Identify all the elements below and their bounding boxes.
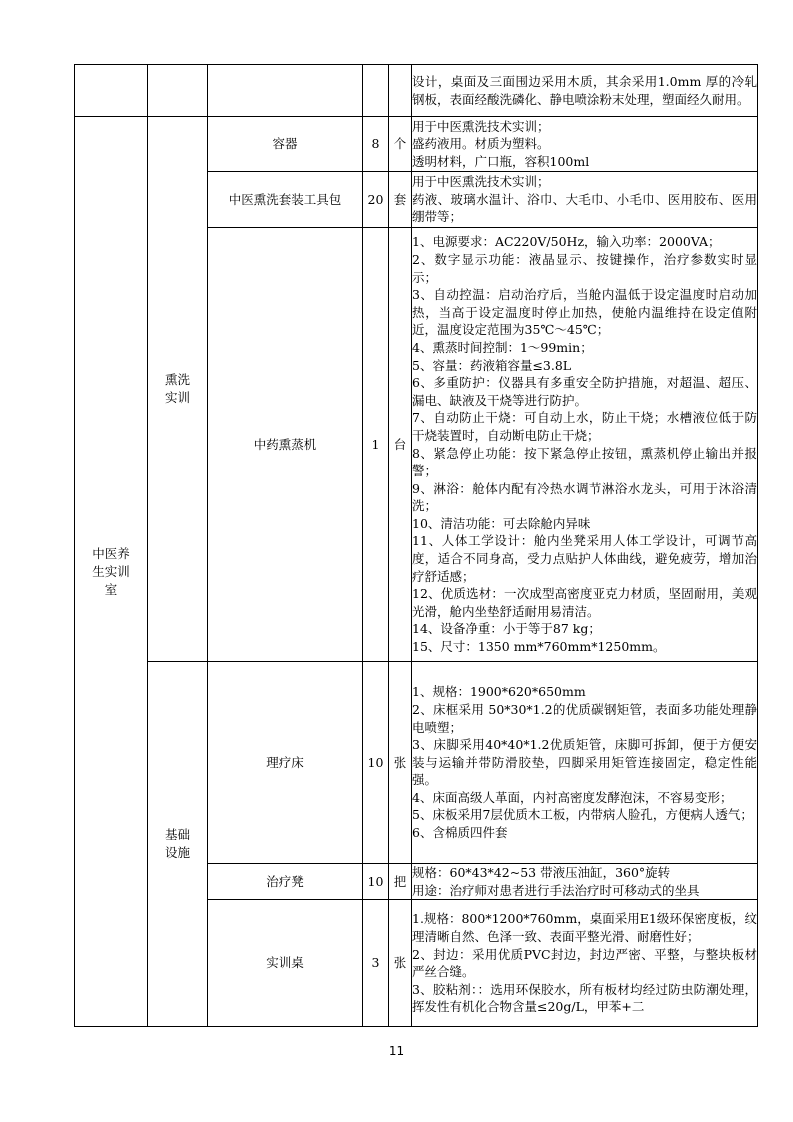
item-description	[412, 662, 758, 864]
item-unit: 张	[389, 900, 412, 1027]
description-line: 11、人体工学设计：舱内坐凳采用人体工学设计，可调节高度，适合不同身高，受力点贴护人体曲线，避免疲劳，增加治疗舒适感；	[412, 533, 757, 584]
description-line: 2、封边：采用优质PVC封边，封边严密、平整，与整块板材严丝合缝。	[412, 946, 757, 980]
item-quantity: 3	[363, 900, 389, 1027]
cell-empty	[148, 65, 208, 117]
description-line: 6、多重防护：仪器具有多重安全防护措施，对超温、超压、漏电、缺液及干烧等进行防护。	[412, 375, 757, 408]
description-line: 6、含棉质四件套	[412, 825, 508, 841]
description-line: 4、床面高级人革面，内衬高密度发酵泡沫，不容易变形；	[412, 789, 733, 805]
item-description	[412, 117, 758, 172]
item-name: 治疗凳	[208, 864, 363, 900]
description-line: 8、紧急停止功能：按下紧急停止按钮，熏蒸机停止输出并报警；	[412, 445, 757, 479]
description-line: 药液、玻璃水温计、浴巾、大毛巾、小毛巾、医用胶布、医用绷带等；	[412, 191, 757, 225]
item-description	[412, 900, 758, 1027]
table-row	[75, 662, 758, 864]
description-line: 用于中医熏洗技术实训；	[412, 118, 550, 134]
description-line: 用途：治疗师对患者进行手法治疗时可移动式的坐具	[412, 882, 700, 898]
description-line: 10、清洁功能：可去除舱内异味	[412, 515, 591, 531]
description-line: 15、尺寸：1350 mm*760mm*1250mm。	[412, 639, 666, 655]
description-line: 用于中医熏洗技术实训；	[412, 174, 550, 190]
item-quantity: 10	[363, 864, 389, 900]
item-unit: 台	[389, 228, 412, 662]
item-description	[412, 65, 758, 117]
item-unit: 个	[389, 117, 412, 172]
description-line: 12、优质选材：一次成型高密度亚克力材质，坚固耐用，美观光滑，舱内坐垫舒适耐用易清洁。	[412, 586, 757, 619]
description-line: 9、淋浴：舱体内配有冷热水调节淋浴水龙头，可用于沐浴清洗；	[412, 480, 757, 514]
description-line: 1、规格：1900*620*650mm	[412, 684, 586, 700]
description-line: 5、容量：药液箱容量≤3.8L	[412, 357, 572, 373]
description-line: 3、胶粘剂：：选用环保胶水，所有板材均经过防虫防潮处理，挥发性有机化合物含量≤20g/L，甲苯+二	[412, 981, 757, 1015]
item-quantity: 8	[363, 117, 389, 172]
group-label: 基础设施	[148, 662, 208, 1027]
description-line: 5、床板采用7层优质木工板，内带病人脸孔，方便病人透气；	[412, 807, 753, 823]
description-line: 盛药液用。材质为塑料。	[412, 136, 550, 152]
page-number: 11	[388, 1044, 405, 1058]
item-name: 中药熏蒸机	[208, 228, 363, 662]
description-line: 7、自动防止干烧：可自动上水，防止干烧；水槽液位低于防干烧装置时，自动断电防止干烧；	[412, 410, 757, 443]
item-name: 中医熏洗套装工具包	[208, 172, 363, 228]
item-name: 实训桌	[208, 900, 363, 1027]
item-quantity: 10	[363, 662, 389, 864]
description-line: 1、电源要求：AC220V/50Hz，输入功率：2000VA；	[412, 234, 721, 250]
description-line: 3、自动控温：启动治疗后，当舱内温低于设定温度时启动加热，当高于设定温度时停止加热，使舱内温维持在设定值附近，温度设定范围为35℃～45℃；	[412, 287, 757, 338]
description-line: 14、设备净重：小于等于87 kg；	[412, 621, 601, 637]
item-name: 容器	[208, 117, 363, 172]
item-description	[412, 172, 758, 228]
table-row	[75, 117, 758, 172]
item-unit: 张	[389, 662, 412, 864]
equipment-spec-table	[74, 64, 758, 1027]
item-quantity: 20	[363, 172, 389, 228]
group-label: 熏洗实训	[148, 117, 208, 662]
item-name: 理疗床	[208, 662, 363, 864]
description-line: 1.规格：800*1200*760mm，桌面采用E1级环保密度板，纹理清晰自然、色泽一致、表面平整光滑、耐磨性好；	[412, 911, 757, 944]
room-label: 中医养生实训室	[75, 117, 148, 1027]
description-line: 2、床框采用 50*30*1.2的优质碳钢矩管，表面多功能处理静电喷塑；	[412, 701, 757, 735]
description-line: 规格：60*43*42~53 带液压油缸，360°旋转	[412, 865, 671, 880]
cell-empty	[389, 65, 412, 117]
description-line: 透明材料，广口瓶，容积100ml	[412, 153, 590, 169]
description-line: 3、床脚采用40*40*1.2优质矩管，床脚可拆卸，便于方便安装与运输并带防滑胶垫，四脚采用矩管连接固定，稳定性能强。	[412, 737, 757, 788]
item-description	[412, 864, 758, 900]
item-description	[412, 228, 758, 662]
cell-empty	[208, 65, 363, 117]
item-unit: 套	[389, 172, 412, 228]
description-line: 4、熏蒸时间控制：1～99min；	[412, 339, 593, 355]
cell-empty	[363, 65, 389, 117]
item-unit: 把	[389, 864, 412, 900]
description-line: 2、数字显示功能：液晶显示、按键操作，治疗参数实时显示；	[412, 251, 757, 285]
description-line: 设计，桌面及三面围边采用木质，其余采用1.0mm 厚的冷轧钢板，表面经酸洗磷化、静电喷涂粉末处理，塑面经久耐用。	[412, 73, 757, 107]
item-quantity: 1	[363, 228, 389, 662]
table-row	[75, 65, 758, 117]
cell-empty	[75, 65, 148, 117]
